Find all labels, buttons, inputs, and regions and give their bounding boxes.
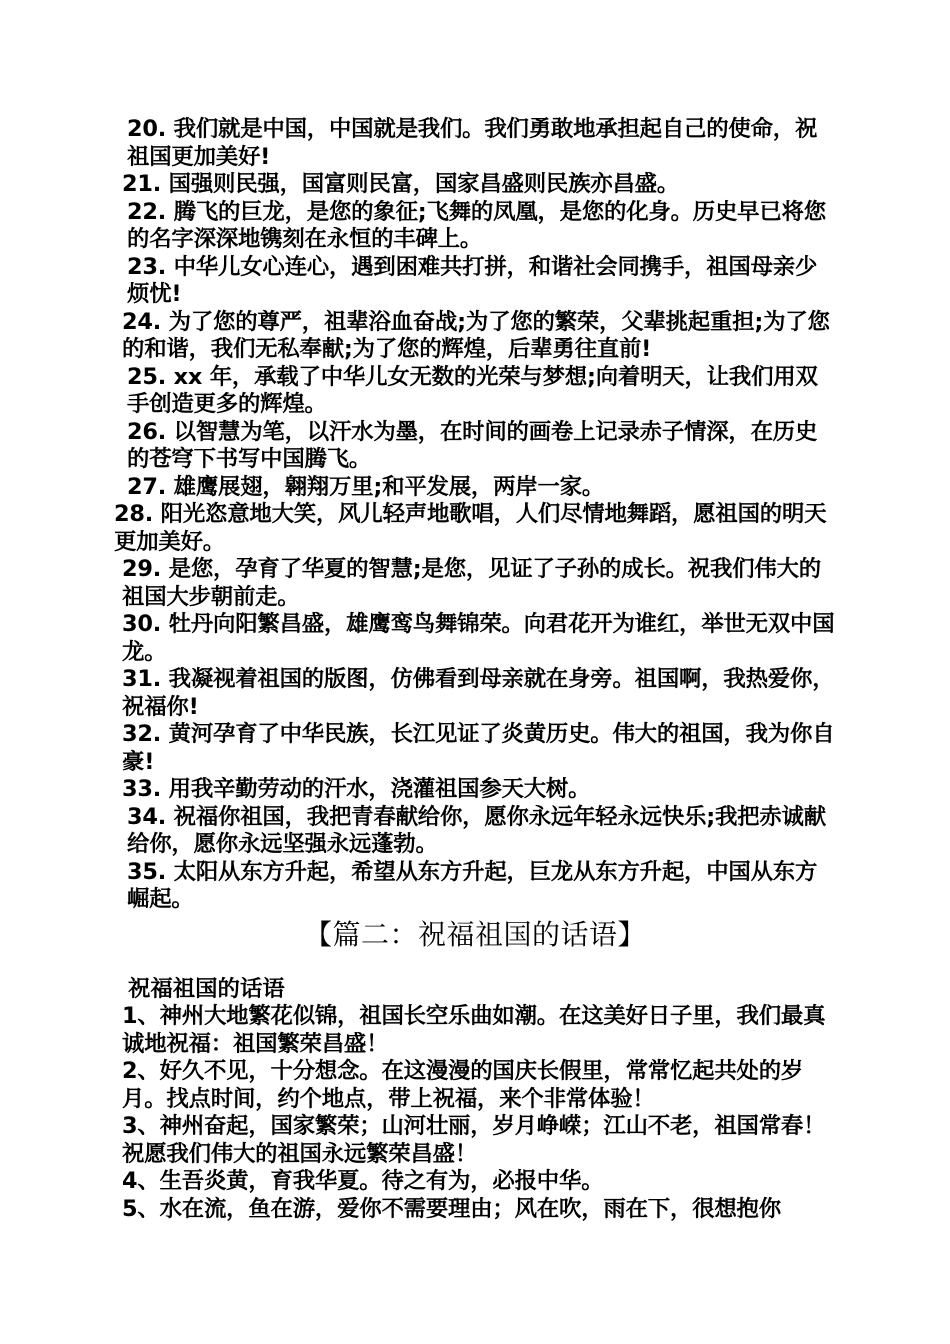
list-item: 1、神州大地繁花似锦，祖国长空乐曲如潮。在这美好日子里，我们最真诚地祝福：祖国繁荣昌盛！ (122, 1003, 826, 1057)
list-item: 23. 中华儿女心连心，遇到困难共打拼，和谐社会同携手，祖国母亲少烦忧! (127, 253, 818, 307)
list-item: 5、水在流，鱼在游，爱你不需要理由；风在吹，雨在下，很想抱你 (122, 1195, 781, 1222)
list-item: 31. 我凝视着祖国的版图，仿佛看到母亲就在身旁。祖国啊，我热爱你，祝福你! (122, 666, 835, 720)
list-item: 28. 阳光恣意地大笑，风儿轻声地歌唱，人们尽情地舞蹈，愿祖国的明天更加美好。 (114, 501, 827, 555)
list-item: 2、好久不见，十分想念。在这漫漫的国庆长假里，常常忆起共处的岁月。找点时间，约个地点，带上祝福，来个非常体验！ (122, 1058, 804, 1112)
list-item: 30. 牡丹向阳繁昌盛，雄鹰鸾鸟舞锦荣。向君花开为谁红，举世无双中国龙。 (122, 611, 835, 665)
list-item: 27. 雄鹰展翅，翱翔万里;和平发展，两岸一家。 (127, 473, 605, 500)
subheading: 祝福祖国的话语 (128, 975, 285, 1002)
list-item: 24. 为了您的尊严，祖辈浴血奋战;为了您的繁荣，父辈挑起重担;为了您的和谐，我们无私奉献;为了您的辉煌，后辈勇往直前! (122, 308, 830, 362)
list-item: 32. 黄河孕育了中华民族，长江见证了炎黄历史。伟大的祖国，我为你自豪! (122, 721, 835, 775)
list-item: 26. 以智慧为笔，以汗水为墨，在时间的画卷上记录赤子情深，在历史的苍穹下书写中国腾飞。 (127, 418, 818, 472)
list-item: 21. 国强则民强，国富则民富，国家昌盛则民族亦昌盛。 (122, 171, 680, 197)
list-item: 35. 太阳从东方升起，希望从东方升起，巨龙从东方升起，中国从东方崛起。 (127, 858, 818, 912)
document-body (114, 116, 836, 1223)
list-item: 3、神州奋起，国家繁荣；山河壮丽，岁月峥嵘；江山不老，祖国常春！祝愿我们伟大的祖国永远繁荣昌盛！ (122, 1113, 826, 1167)
list-item: 33. 用我辛勤劳动的汗水，浇灌祖国参天大树。 (122, 776, 591, 802)
list-item: 20. 我们就是中国，中国就是我们。我们勇敢地承担起自己的使命，祝祖国更加美好! (127, 116, 818, 170)
list-item: 34. 祝福你祖国，我把青春献给你，愿你永远年轻永远快乐;我把赤诚献给你，愿你永远坚强永远蓬勃。 (127, 803, 826, 857)
list-item: 29. 是您，孕育了华夏的智慧;是您，见证了子孙的成长。祝我们伟大的祖国大步朝前走。 (122, 556, 821, 610)
list-item: 22. 腾飞的巨龙，是您的象征;飞舞的凤凰，是您的化身。历史早已将您的名字深深地镌刻在永恒的丰碑上。 (127, 198, 826, 252)
section-title: 【篇二：祝福祖国的话语】 (303, 917, 646, 951)
list-item: 25. xx 年，承载了中华儿女无数的光荣与梦想;向着明天，让我们用双手创造更多的辉煌。 (127, 363, 818, 417)
list-item: 4、生吾炎黄，育我华夏。待之有为，必报中华。 (122, 1168, 604, 1194)
